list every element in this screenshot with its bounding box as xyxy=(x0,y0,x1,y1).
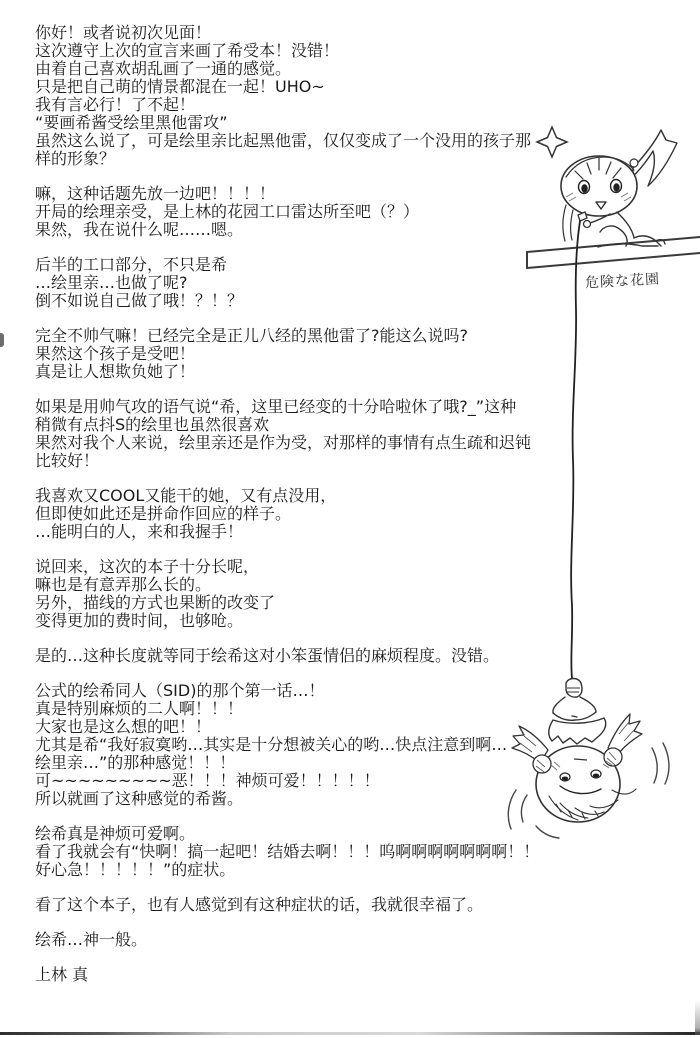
text-line: 变得更加的费时间，也够呛。 xyxy=(35,611,244,630)
paragraph-6 xyxy=(35,487,685,541)
afterword-text xyxy=(35,24,685,984)
text-line: 绘希…神一般。 xyxy=(35,930,148,949)
paragraph-8 xyxy=(35,647,685,665)
text-line: 我有言必行！了不起！ xyxy=(35,95,196,114)
text-line: 公式的绘希同人（SID)的那个第一话…！ xyxy=(35,681,325,700)
text-line: 后半的工口部分，不只是希 xyxy=(35,255,228,274)
text-line: 果然这个孩子是受吧！ xyxy=(35,344,196,363)
text-line: 我喜欢又COOL又能干的她，又有点没用， xyxy=(35,486,337,505)
text-line: 嘛也是有意弄那么长的。 xyxy=(35,575,212,594)
paragraph-10 xyxy=(35,825,685,879)
text-line: 好心急！！！！！”的症状。 xyxy=(35,860,236,879)
text-line: 比较好！ xyxy=(35,451,100,470)
sketch-caption: 危険な花園 xyxy=(584,271,661,292)
scan-bottom-edge xyxy=(0,1032,700,1035)
text-line: 大家也是这么想的吧！！ xyxy=(35,717,212,736)
text-line: 只是把自己萌的情景都混在一起！UHO~ xyxy=(35,77,325,96)
text-line: …能明白的人，来和我握手！ xyxy=(35,522,244,541)
text-line: 果然，我在说什么呢……嗯。 xyxy=(35,220,244,239)
paragraph-9 xyxy=(35,682,685,808)
text-line: 真是特别麻烦的二人啊！！！ xyxy=(35,699,244,718)
paragraph-7 xyxy=(35,558,685,630)
text-line: 这次遵守上次的宣言来画了希受本！没错！ xyxy=(35,41,340,60)
text-line: 看了我就会有“快啊！搞一起吧！结婚去啊！！！呜啊啊啊啊啊啊啊！！ xyxy=(35,842,540,861)
text-line: 另外，描线的方式也果断的改变了 xyxy=(35,593,276,612)
text-line: 是的…这种长度就等同于绘希这对小笨蛋情侣的麻烦程度。没错。 xyxy=(35,646,500,665)
paragraph-4 xyxy=(35,327,685,381)
text-line: 可~~~~~~~~~恶！！！神烦可爱！！！！！ xyxy=(35,771,380,790)
text-line: 稍微有点抖S的绘里也虽然很喜欢 xyxy=(35,415,270,434)
text-line: 倒不如说自己做了哦！？！？ xyxy=(35,291,244,310)
text-line: 如果是用帅气攻的语气说“希，这里已经变的十分哈啦休了哦?_”这种 xyxy=(35,397,517,416)
text-line: “要画希酱受绘里黑他雷攻” xyxy=(35,113,228,132)
scan-left-artifact xyxy=(0,333,4,347)
text-line: 但即使如此还是拼命作回应的样子。 xyxy=(35,504,292,523)
paragraph-1 xyxy=(35,24,685,168)
text-line: 开局的绘理亲受，是上林的花园工口雷达所至吧（？） xyxy=(35,202,420,221)
text-line: 说回来，这次的本子十分长呢， xyxy=(35,557,260,576)
text-line: 所以就画了这种感觉的希酱。 xyxy=(35,789,244,808)
text-line: 你好！或者说初次见面！ xyxy=(35,23,212,42)
afterword-paragraphs xyxy=(35,24,685,949)
scan-corner-smudge xyxy=(695,1000,700,1035)
paragraph-11 xyxy=(35,896,685,914)
text-line: 绘里亲…”的那种感觉！！！ xyxy=(35,753,236,772)
text-line: 虽然这么说了，可是绘里亲比起黑他雷，仅仅变成了一个没用的孩子那 xyxy=(35,131,532,150)
text-line: 嘛，这种话题先放一边吧！！！！ xyxy=(35,184,276,203)
text-line: 绘希真是神烦可爱啊。 xyxy=(35,824,196,843)
text-line: 尤其是希“我好寂寞哟…其实是十分想被关心的哟…快点注意到啊… xyxy=(35,735,508,754)
text-line: 完全不帅气嘛！已经完全是正儿八经的黑他雷了?能这么说吗? xyxy=(35,326,468,345)
text-line: 真是让人想欺负她了！ xyxy=(35,362,196,381)
paragraph-12 xyxy=(35,931,685,949)
text-line: 样的形象？ xyxy=(35,149,116,168)
text-line: 由着自己喜欢胡乱画了一通的感觉。 xyxy=(35,59,292,78)
paragraph-2 xyxy=(35,185,685,239)
text-line: …绘里亲…也做了呢? xyxy=(35,273,188,292)
paragraph-5 xyxy=(35,398,685,470)
author-signature: 上林 真 xyxy=(35,965,89,984)
text-line: 果然对我个人来说，绘里亲还是作为受，对那样的事情有点生疏和迟钝 xyxy=(35,433,532,452)
text-line: 看了这个本子，也有人感觉到有这种症状的话，我就很幸福了。 xyxy=(35,895,484,914)
